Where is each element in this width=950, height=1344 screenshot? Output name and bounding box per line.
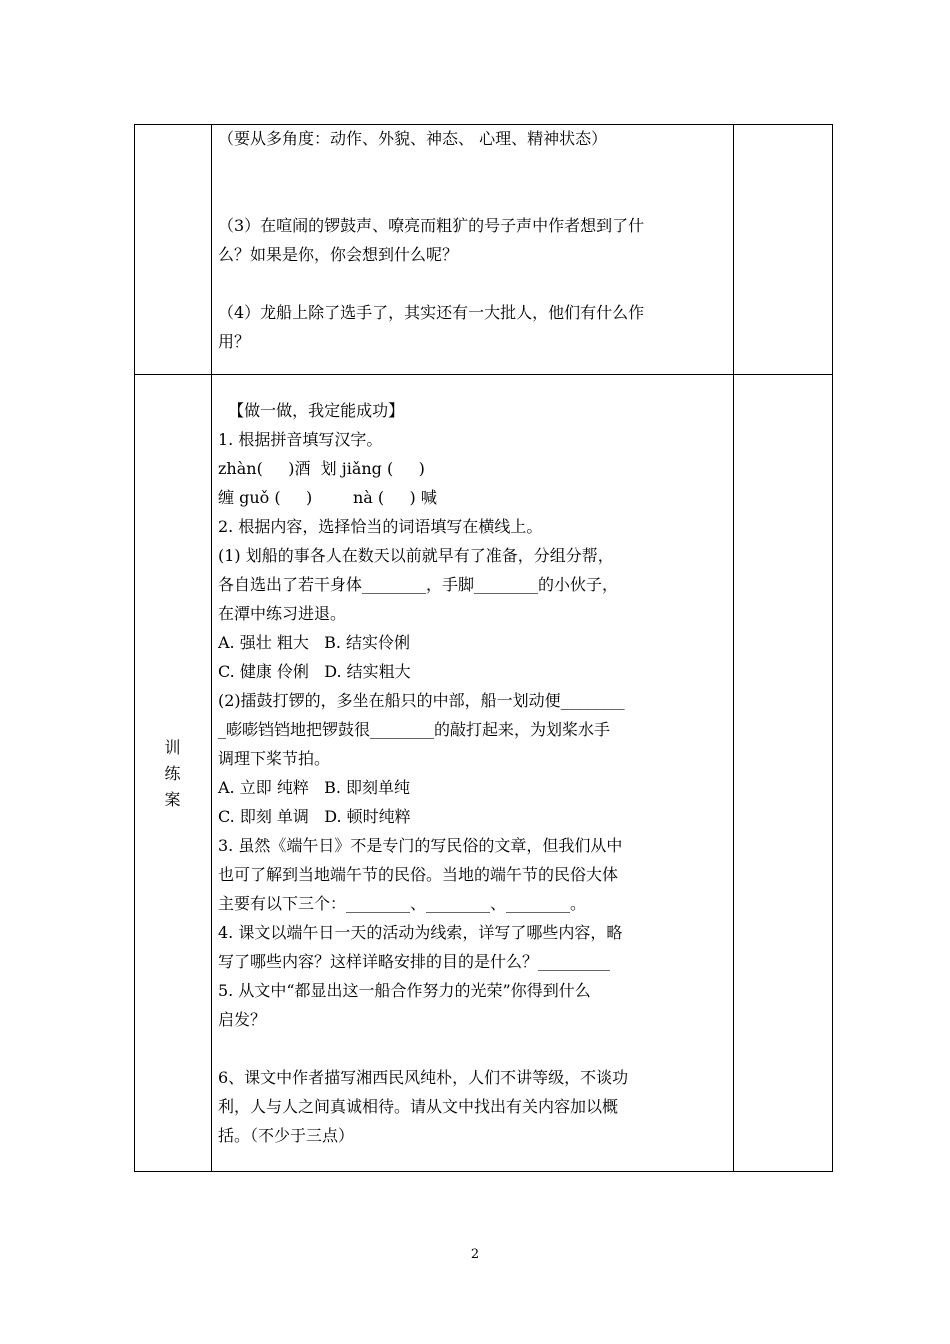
- question-3-line: 么？如果是你，你会想到什么呢？: [218, 245, 459, 264]
- exercise-6-line: 6、课文中作者描写湘西民风纯朴，人们不讲等级，不谈功: [218, 1068, 629, 1087]
- exercise-6-line: 利，人与人之间真诚相待。请从文中找出有关内容加以概: [218, 1097, 619, 1116]
- column-divider-left: [211, 125, 212, 1171]
- exercise-3-line: 主要有以下三个：________、________、________。: [218, 894, 587, 913]
- label-char: 训: [164, 738, 181, 757]
- text-line: [218, 182, 728, 211]
- exercise-2-2-line: (2)擂鼓打锣的，多坐在船只的中部，船一划动便________: [218, 691, 625, 710]
- section-heading: 【做一做，我定能成功】: [218, 401, 405, 420]
- text-line: [218, 153, 728, 182]
- option-line: A. 立即 纯粹 B. 即刻单纯: [218, 778, 411, 797]
- option-line: A. 强壮 粗大 B. 结实伶俐: [218, 633, 411, 652]
- exercise-2-1-line: (1) 划船的事各人在数天以前就早有了准备，分组分帮，: [218, 546, 614, 565]
- exercise-2-2-line: 调理下桨节拍。: [218, 749, 331, 768]
- question-4-line: （4）龙船上除了选手了，其实还有一大批人，他们有什么作: [218, 303, 645, 322]
- exercise-5-line: 启发？: [218, 1010, 267, 1029]
- page-number: 2: [470, 1247, 480, 1262]
- column-divider-right: [733, 125, 734, 1171]
- label-char: 练: [164, 764, 181, 783]
- exercise-2-2-line: _嘭嘭铛铛地把锣鼓很________的敲打起来，为划桨水手: [218, 720, 611, 739]
- text-line: [218, 269, 728, 298]
- option-line: C. 健康 伶俐 D. 结实粗大: [218, 662, 411, 681]
- question-3-line: （3）在喧闹的锣鼓声、嘹亮而粗犷的号子声中作者想到了什: [218, 216, 645, 235]
- exercise-2-1-line: 在潭中练习进退。: [218, 604, 347, 623]
- text-line: （要从多角度：动作、外貌、神态、 心理、精神状态）: [218, 129, 608, 148]
- exercise-4-line: 4. 课文以端午日一天的活动为线索，详写了哪些内容，略: [218, 923, 623, 942]
- exercise-6-line: 括。（不少于三点）: [218, 1126, 355, 1145]
- training-section-label: [134, 735, 211, 813]
- question-4-line: 用？: [218, 332, 251, 351]
- top-section-text: [218, 124, 728, 356]
- label-char: 案: [164, 790, 181, 809]
- exercise-1-prompt: 1. 根据拼音填写汉字。: [218, 430, 383, 449]
- exercise-3-line: 3. 虽然《端午日》不是专门的写民俗的文章，但我们从中: [218, 836, 623, 855]
- exercise-2-prompt: 2. 根据内容，选择恰当的词语填写在横线上。: [218, 517, 543, 536]
- training-section-text: [218, 396, 728, 1150]
- exercise-3-line: 也可了解到当地端午节的民俗。当地的端午节的民俗大体: [218, 865, 619, 884]
- option-line: C. 即刻 单调 D. 顿时纯粹: [218, 807, 411, 826]
- row-divider: [135, 374, 832, 375]
- pinyin-line: 缠 guǒ ( ) nà ( ) 喊: [218, 488, 437, 507]
- exercise-5-line: 5. 从文中“都显出这一船合作努力的光荣”你得到什么: [218, 981, 591, 1000]
- exercise-2-1-line: 各自选出了若干身体________，手脚________的小伙子，: [218, 575, 619, 594]
- pinyin-line: zhàn( )酒 划 jiǎng ( ): [218, 459, 425, 478]
- text-line: [218, 1034, 728, 1063]
- exercise-4-line: 写了哪些内容？这样详略安排的目的是什么？_________: [218, 952, 611, 971]
